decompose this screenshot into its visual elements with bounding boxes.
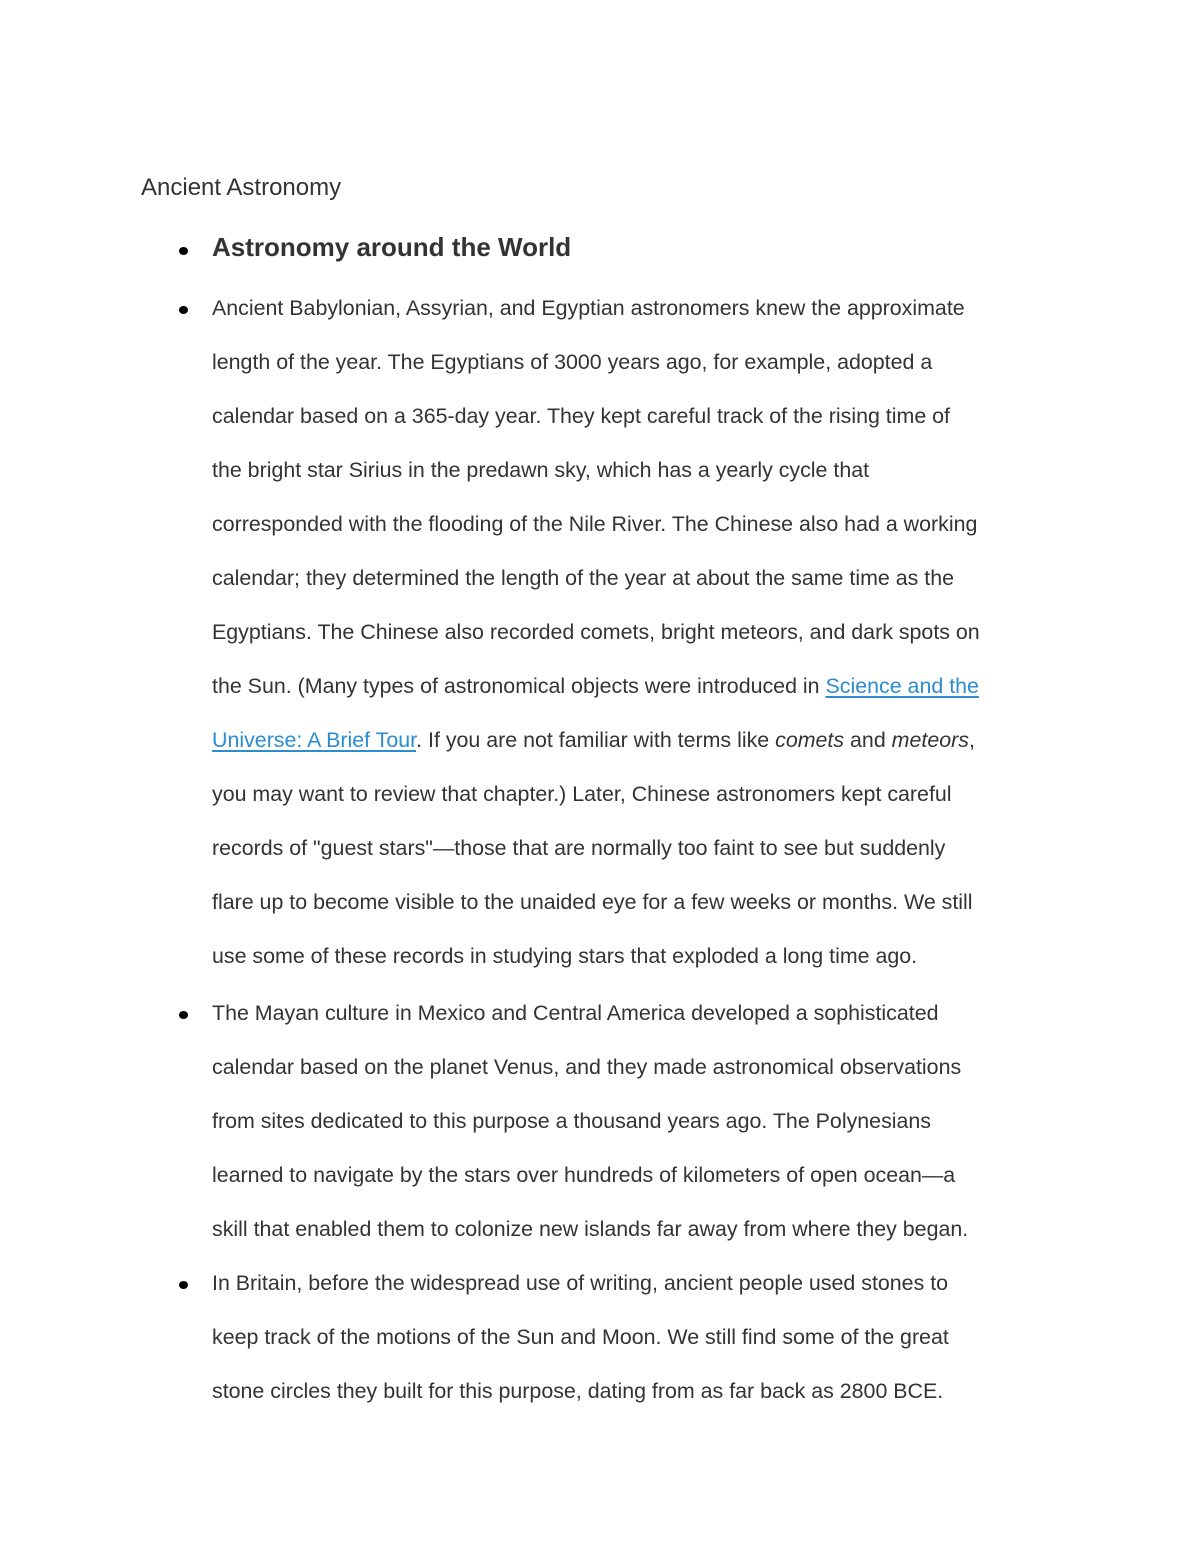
chapter-link-part1[interactable]: Science and the [825, 674, 979, 698]
list-item-paragraph [212, 1256, 1072, 1418]
text-line: from sites dedicated to this purpose a thousand years ago. The Polynesians [212, 1109, 931, 1133]
text-line: Egyptians. The Chinese also recorded comets, bright meteors, and dark spots on [212, 620, 980, 644]
text-line: the bright star Sirius in the predawn sky, which has a yearly cycle that [212, 458, 870, 482]
bullet-icon [179, 306, 188, 314]
text-fragment: , [968, 728, 975, 752]
term-meteors: meteors [891, 728, 969, 752]
text-line [212, 659, 1072, 713]
text-line: The Mayan culture in Mexico and Central America developed a sophisticated [212, 1001, 939, 1025]
text-line: you may want to review that chapter.) Later, Chinese astronomers kept careful [212, 782, 952, 806]
text-line: Ancient Babylonian, Assyrian, and Egyptian astronomers knew the approximate [212, 296, 965, 320]
text-line: In Britain, before the widespread use of writing, ancient people used stones to [212, 1271, 949, 1295]
text-line: skill that enabled them to colonize new islands far away from where they began. [212, 1217, 969, 1241]
text-line: stone circles they built for this purpose, dating from as far back as 2800 BCE. [212, 1379, 944, 1403]
text-fragment: . If you are not familiar with terms like [416, 728, 776, 752]
bullet-icon [179, 1281, 188, 1289]
list-item-paragraph [212, 986, 1072, 1256]
section-heading: Astronomy around the World [212, 232, 572, 262]
bullet-icon [179, 247, 188, 255]
text-fragment: and [844, 728, 892, 752]
term-comets: comets [775, 728, 845, 752]
chapter-link-part2[interactable]: Universe: A Brief Tour [212, 728, 417, 752]
text-fragment: the Sun. (Many types of astronomical objects were introduced in [212, 674, 826, 698]
text-line: flare up to become visible to the unaided eye for a few weeks or months. We still [212, 890, 973, 914]
bullet-icon [179, 1011, 188, 1019]
text-line: calendar; they determined the length of the year at about the same time as the [212, 566, 954, 590]
text-line: use some of these records in studying stars that exploded a long time ago. [212, 944, 918, 968]
text-line: calendar based on a 365-day year. They kept careful track of the rising time of [212, 404, 950, 428]
text-line: records of "guest stars"—those that are normally too faint to see but suddenly [212, 836, 946, 860]
text-line: calendar based on the planet Venus, and they made astronomical observations [212, 1055, 962, 1079]
text-line [212, 713, 1072, 767]
document-title: Ancient Astronomy [141, 174, 342, 201]
list-item-paragraph [212, 281, 1072, 983]
text-line: keep track of the motions of the Sun and Moon. We still find some of the great [212, 1325, 949, 1349]
text-line: length of the year. The Egyptians of 3000 years ago, for example, adopted a [212, 350, 933, 374]
text-line: learned to navigate by the stars over hundreds of kilometers of open ocean—a [212, 1163, 956, 1187]
text-line: corresponded with the flooding of the Nile River. The Chinese also had a working [212, 512, 978, 536]
